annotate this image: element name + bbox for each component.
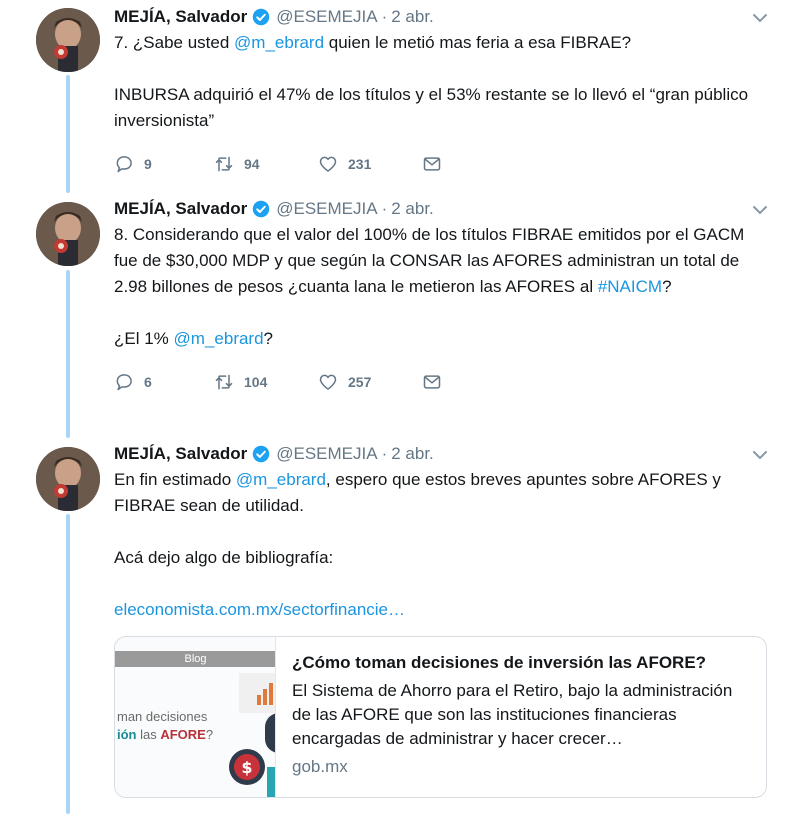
reply-count: 9	[144, 156, 152, 172]
blog-label: Blog	[115, 651, 276, 667]
tweet-text: En fin estimado @m_ebrard, espero que estos breves apuntes sobre AFORES y FIBRAE sean de utilidad. Acá dejo algo de bibliografía: eleconomista.com.mx/sectorfinancie…	[114, 470, 721, 619]
retweet-count: 94	[244, 156, 260, 172]
retweet-icon	[214, 154, 234, 174]
mention-link[interactable]: @m_ebrard	[235, 470, 326, 489]
author-handle[interactable]: @ESEMEJIA	[276, 444, 378, 463]
retweet-button[interactable]	[214, 154, 318, 174]
card-thumbnail	[115, 637, 276, 797]
tweet-text: 8. Considerando que el valor del 100% de los títulos FIBRAE emitidos por el GACM fue de $30,000 MDP y que según la CONSAR las AFORES administran un total de 2.98 billones de pesos ¿cuanta lana le metieron las AFORES al #NAICM? ¿El 1% @m_ebrard?	[114, 225, 745, 348]
author-handle[interactable]: @ESEMEJIA	[276, 7, 378, 26]
thumbnail-text: man decisiones	[117, 709, 208, 724]
verified-icon	[252, 8, 270, 26]
envelope-icon	[422, 154, 442, 174]
retweet-count: 104	[244, 374, 268, 390]
separator: ·	[381, 7, 388, 26]
tweet-time[interactable]: 2 abr.	[391, 199, 434, 218]
reply-count: 6	[144, 374, 152, 390]
thread-line	[66, 270, 70, 438]
tweet-time[interactable]: 2 abr.	[391, 7, 434, 26]
thread-line	[66, 514, 70, 814]
chart-icon	[239, 673, 276, 713]
tweet-text: 7. ¿Sabe usted @m_ebrard quien le metió mas feria a esa FIBRAE? INBURSA adquirió el 47% de los títulos y el 53% restante se lo llevó el “gran público inversionista”	[114, 33, 749, 130]
hashtag-link[interactable]: #NAICM	[597, 277, 663, 296]
envelope-icon	[422, 372, 442, 392]
avatar[interactable]	[36, 202, 100, 266]
like-count: 231	[348, 156, 372, 172]
reply-icon	[114, 372, 134, 392]
retweet-icon	[214, 372, 234, 392]
card-domain: gob.mx	[292, 757, 348, 776]
chevron-down-icon[interactable]	[750, 200, 770, 220]
link-card[interactable]	[114, 636, 767, 798]
verified-icon	[252, 445, 270, 463]
article-link[interactable]: eleconomista.com.mx/sectorfinancie…	[114, 600, 406, 619]
card-title: ¿Cómo toman decisiones de inversión las AFORE?	[292, 653, 707, 672]
avatar[interactable]	[36, 447, 100, 511]
author-handle[interactable]: @ESEMEJIA	[276, 199, 378, 218]
like-count: 257	[348, 374, 372, 390]
reply-icon	[114, 154, 134, 174]
author-name[interactable]: MEJÍA, Salvador	[114, 444, 248, 463]
reply-button[interactable]	[114, 154, 214, 174]
avatar[interactable]	[36, 8, 100, 72]
chevron-down-icon[interactable]	[750, 8, 770, 28]
heart-icon	[318, 372, 338, 392]
separator: ·	[381, 199, 388, 218]
separator: ·	[381, 444, 388, 463]
like-button[interactable]	[318, 372, 422, 392]
author-name[interactable]: MEJÍA, Salvador	[114, 199, 248, 218]
heart-icon	[318, 154, 338, 174]
reply-button[interactable]	[114, 372, 214, 392]
message-button[interactable]	[422, 154, 452, 174]
chevron-down-icon[interactable]	[750, 445, 770, 465]
message-button[interactable]	[422, 372, 452, 392]
thumbnail-text: ión las AFORE?	[117, 727, 214, 742]
thread-line	[66, 75, 70, 193]
author-name[interactable]: MEJÍA, Salvador	[114, 7, 248, 26]
verified-icon	[252, 200, 270, 218]
card-description: El Sistema de Ahorro para el Retiro, bajo la administración de las AFORE que son las instituciones financieras encargadas de administrar y hacer crecer…	[292, 681, 733, 748]
mention-link[interactable]: @m_ebrard	[173, 329, 264, 348]
mention-link[interactable]: @m_ebrard	[234, 33, 325, 52]
retweet-button[interactable]	[214, 372, 318, 392]
dollar-coin-icon	[227, 747, 267, 787]
tweet-time[interactable]: 2 abr.	[391, 444, 434, 463]
svg-text:$: $	[241, 758, 253, 777]
like-button[interactable]	[318, 154, 422, 174]
